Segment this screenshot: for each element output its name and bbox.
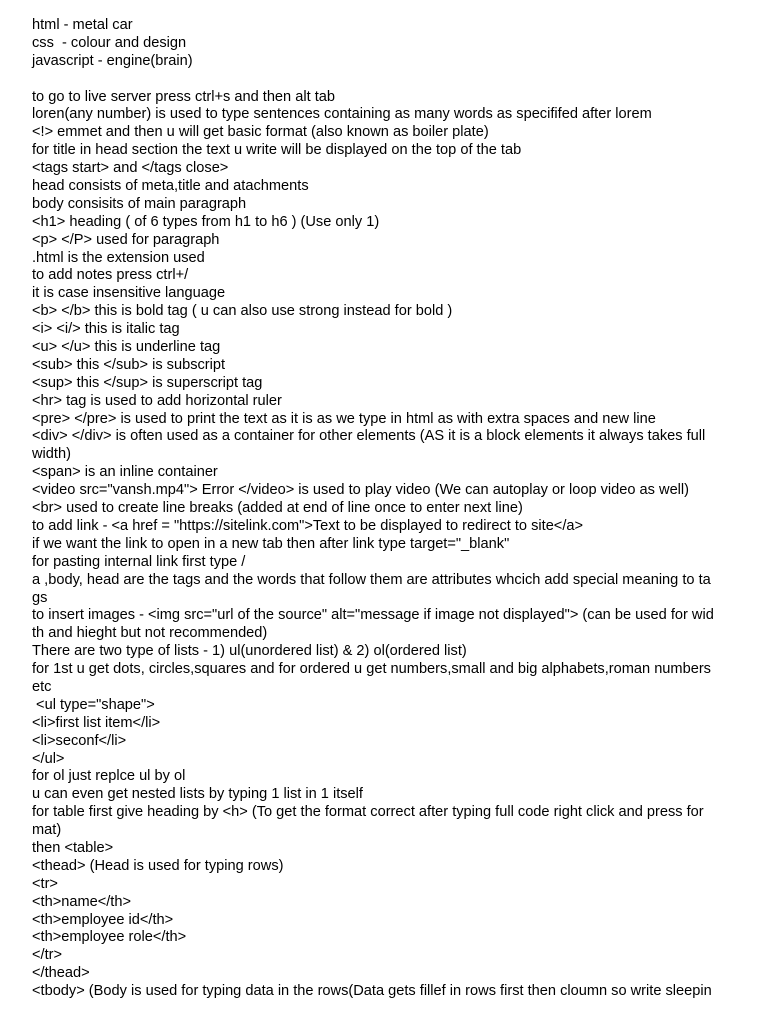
text-line: <br> used to create line breaks (added at end of line once to enter next line) [32, 500, 523, 517]
text-line: There are two type of lists - 1) ul(unordered list) & 2) ol(ordered list) [32, 643, 467, 660]
text-line: for 1st u get dots, circles,squares and for ordered u get numbers,small and big alphabets,roman numbers [32, 661, 711, 678]
blank-line [32, 71, 747, 89]
text-line: .html is the extension used [32, 249, 205, 266]
text-line: <li>seconf</li> [32, 732, 127, 749]
text-line: <hr> tag is used to add horizontal ruler [32, 392, 282, 409]
text-line: <ul type="shape"> [32, 696, 155, 713]
text-line: for ol just replce ul by ol [32, 768, 186, 785]
text-line: </thead> [32, 965, 90, 982]
text-line: html - metal car [32, 17, 133, 33]
text-line: <tags start> and </tags close> [32, 160, 229, 177]
text-line: body consisits of main paragraph [32, 195, 247, 212]
text-line: th and hieght but not recommended) [32, 625, 268, 642]
text-line: width) [32, 446, 71, 463]
text-line: <th>name</th> [32, 893, 131, 910]
text-line: </ul> [32, 750, 65, 767]
text-line: to insert images - <img src="url of the source" alt="message if image not displayed"> (can be used for wid [32, 607, 714, 624]
text-line: <p> </P> used for paragraph [32, 231, 220, 248]
text-line: mat) [32, 822, 62, 839]
text-line: <h1> heading ( of 6 types from h1 to h6 ) (Use only 1) [32, 213, 380, 230]
text-line: <span> is an inline container [32, 464, 218, 481]
text-line: <pre> </pre> is used to print the text as it is as we type in html as with extra spaces and new line [32, 410, 656, 427]
text-line: <!> emmet and then u will get basic format (also known as boiler plate) [32, 124, 489, 141]
text-line: </tr> [32, 947, 63, 964]
text-line: css - colour and design [32, 34, 187, 51]
text-line: <th>employee id</th> [32, 911, 174, 928]
text-line: etc [32, 678, 52, 695]
text-line: to add link - <a href = "https://sitelink.com">Text to be displayed to redirect to site</a> [32, 517, 584, 534]
text-line: to add notes press ctrl+/ [32, 267, 189, 284]
text-line: <li>first list item</li> [32, 714, 161, 731]
text-line: <sup> this </sup> is superscript tag [32, 374, 263, 391]
text-line: head consists of meta,title and atachments [32, 178, 309, 195]
text-line: javascript - engine(brain) [32, 52, 193, 69]
text-line: it is case insensitive language [32, 285, 226, 302]
text-line: then <table> [32, 839, 114, 856]
text-line: for title in head section the text u write will be displayed on the top of the tab [32, 142, 522, 159]
text-line: gs [32, 589, 48, 606]
text-line: u can even get nested lists by typing 1 list in 1 itself [32, 786, 363, 803]
text-line: <u> </u> this is underline tag [32, 339, 221, 356]
text-line: <sub> this </sub> is subscript [32, 356, 226, 373]
text-line: for table first give heading by <h> (To get the format correct after typing full code right click and press for [32, 804, 704, 821]
text-line: loren(any number) is used to type sentences containing as many words as specififed after lorem [32, 106, 652, 123]
text-line: <thead> (Head is used for typing rows) [32, 857, 284, 874]
text-line: <div> </div> is often used as a container for other elements (AS it is a block elements it always takes full [32, 428, 706, 445]
text-line: a ,body, head are the tags and the words that follow them are attributes whcich add special meaning to ta [32, 571, 711, 588]
text-line: <i> <i/> this is italic tag [32, 321, 180, 338]
text-line: if we want the link to open in a new tab then after link type target="_blank" [32, 535, 510, 552]
text-line: <video src="vansh.mp4"> Error </video> is used to play video (We can autoplay or loop video as well) [32, 482, 690, 499]
text-line: to go to live server press ctrl+s and then alt tab [32, 88, 335, 105]
text-line: <b> </b> this is bold tag ( u can also use strong instead for bold ) [32, 303, 453, 320]
text-line: <tr> [32, 875, 58, 892]
text-line: <tbody> (Body is used for typing data in the rows(Data gets fillef in rows first then cloumn so write sleepin [32, 983, 712, 1000]
text-line: <th>employee role</th> [32, 929, 187, 946]
document-page [32, 17, 747, 1001]
text-line: for pasting internal link first type / [32, 553, 246, 570]
